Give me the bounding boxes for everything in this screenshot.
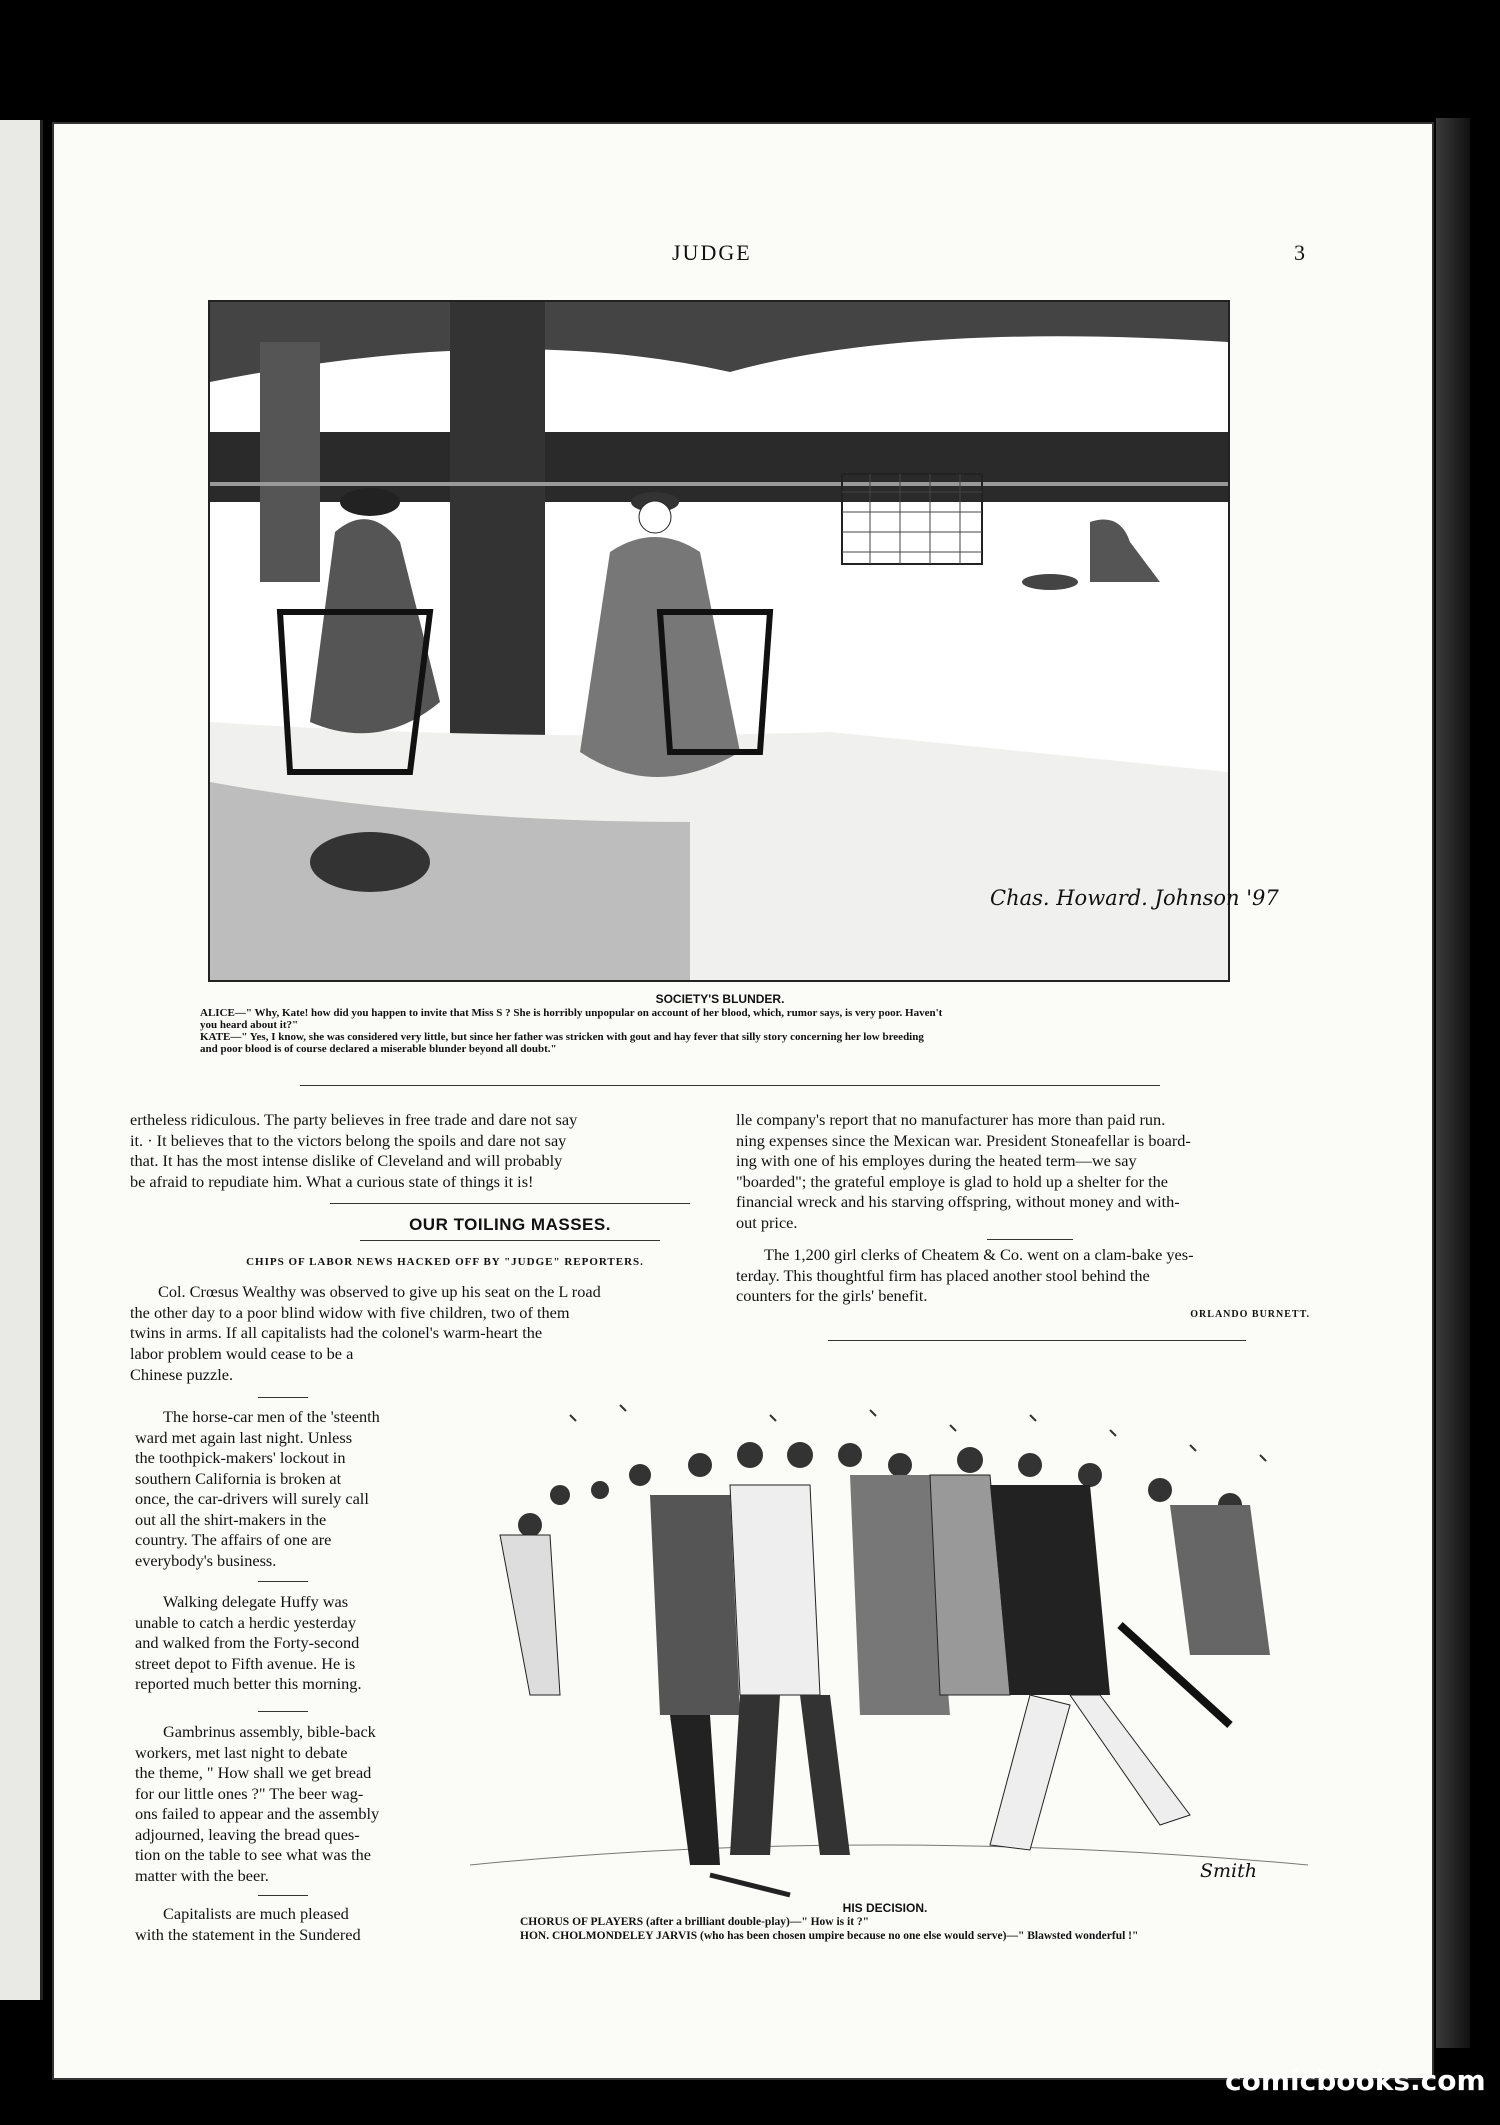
- caption-title: SOCIETY'S BLUNDER.: [655, 992, 785, 1006]
- text-line: tion on the table to see what was the: [135, 1845, 372, 1864]
- short-divider: [258, 1397, 308, 1398]
- text-line: be afraid to repudiate him. What a curious state of things it is!: [130, 1171, 534, 1191]
- text-line: southern California is broken at: [135, 1468, 342, 1488]
- text-line: out all the shirt-makers in the: [135, 1509, 327, 1529]
- text-line: "boarded"; the grateful employe is glad to hold up a shelter for the: [736, 1171, 1168, 1191]
- left-column-continuation: [130, 1110, 710, 1192]
- text-line: labor problem would cease to be a: [130, 1344, 354, 1363]
- caption-line: HON. CHOLMONDELEY JARVIS (who has been chosen umpire because no one else would serve)—" Blawsted wonderful !": [520, 1930, 1139, 1942]
- caption-line: and poor blood is of course declared a miserable blunder beyond all doubt.": [200, 1043, 557, 1055]
- binding-spine: [1436, 118, 1470, 2048]
- right-column-cheatem: [736, 1245, 1320, 1307]
- paragraph-horse-car: [135, 1407, 435, 1571]
- page-number: 3: [1294, 240, 1305, 265]
- text-line: ward met again last night. Unless: [135, 1427, 353, 1447]
- text-line: Walking delegate Huffy was: [163, 1592, 349, 1611]
- right-column-sundered: [736, 1110, 1320, 1233]
- section-divider: [828, 1340, 1246, 1341]
- text-line: Col. Crœsus Wealthy was observed to give up his seat on the L road: [158, 1282, 601, 1301]
- author-byline: ORLANDO BURNETT.: [1190, 1309, 1310, 1320]
- text-line: adjourned, leaving the bread ques-: [135, 1824, 360, 1844]
- text-line: matter with the beer.: [135, 1865, 269, 1885]
- paragraph-capitalists: [135, 1904, 435, 1945]
- page-title: JUDGE: [672, 240, 752, 265]
- text-line: The 1,200 girl clerks of Cheatem & Co. went on a clam-bake yes-: [764, 1245, 1194, 1264]
- text-line: for our little ones ?" The beer wag-: [135, 1783, 364, 1803]
- text-line: unable to catch a herdic yesterday: [135, 1612, 357, 1632]
- artist-signature: Smith: [1200, 1860, 1257, 1882]
- text-line: the theme, " How shall we get bread: [135, 1763, 372, 1782]
- text-line: ing with one of his employes during the heated term—we say: [736, 1151, 1137, 1170]
- tennis-garden-drawing: [210, 302, 1228, 980]
- text-line: street depot to Fifth avenue. He is: [135, 1653, 356, 1673]
- text-line: The horse-car men of the 'steenth: [163, 1407, 380, 1426]
- text-line: out price.: [736, 1212, 798, 1232]
- caption-line: you heard about it?": [200, 1019, 299, 1031]
- caption-title: HIS DECISION.: [842, 1901, 928, 1915]
- paragraph-gambrinus: [135, 1722, 435, 1886]
- text-line: once, the car-drivers will surely call: [135, 1489, 369, 1508]
- text-line: country. The affairs of one are: [135, 1530, 332, 1549]
- short-divider: [258, 1711, 308, 1712]
- paragraph-huffy: [135, 1592, 435, 1695]
- artist-signature: Chas. Howard. Johnson '97: [990, 886, 1279, 910]
- text-line: counters for the girls' benefit.: [736, 1286, 928, 1305]
- text-line: ning expenses since the Mexican war. President Stoneafellar is board-: [736, 1130, 1191, 1150]
- text-line: and walked from the Forty-second: [135, 1633, 360, 1652]
- short-divider: [987, 1239, 1073, 1240]
- article-subtitle: CHIPS OF LABOR NEWS HACKED OFF BY "JUDGE" REPORTERS.: [246, 1256, 644, 1268]
- text-line: Chinese puzzle.: [130, 1364, 234, 1384]
- text-line: the toothpick-makers' lockout in: [135, 1448, 346, 1467]
- text-line: twins in arms. If all capitalists had the colonel's warm-heart the: [130, 1323, 543, 1342]
- text-line: the other day to a poor blind widow with five children, two of them: [130, 1302, 570, 1322]
- adjacent-page-edge: [0, 120, 43, 2000]
- text-line: financial wreck and his starving offspring, without money and with-: [736, 1192, 1180, 1211]
- paragraph-col-wealthy: [130, 1282, 710, 1344]
- text-line: everybody's business.: [135, 1550, 277, 1570]
- caption-line: KATE—" Yes, I know, she was considered very little, but since her father was stricken with gout and hay fever that silly story concerning her low breeding: [200, 1031, 924, 1043]
- text-line: with the statement in the Sundered: [135, 1924, 361, 1944]
- text-line: reported much better this morning.: [135, 1674, 362, 1693]
- watermark: comicbooks.com: [1225, 2064, 1486, 2097]
- paragraph-col-wealthy-end: [130, 1344, 440, 1385]
- text-line: Gambrinus assembly, bible-back: [163, 1722, 376, 1741]
- short-divider: [258, 1895, 308, 1896]
- text-line: ons failed to appear and the assembly: [135, 1804, 380, 1823]
- caption-line: CHORUS OF PLAYERS (after a brilliant double-play)—" How is it ?": [520, 1916, 870, 1928]
- text-line: lle company's report that no manufacturer has more than paid run.: [736, 1110, 1166, 1129]
- short-divider: [258, 1581, 308, 1582]
- illustration-society-blunder: [208, 300, 1230, 982]
- text-line: it. · It believes that to the victors belong the spoils and dare not say: [130, 1130, 567, 1150]
- text-line: workers, met last night to debate: [135, 1742, 348, 1762]
- text-line: ertheless ridiculous. The party believes in free trade and dare not say: [130, 1110, 578, 1129]
- illustration-his-decision: [470, 1395, 1308, 1907]
- caption-line: ALICE—" Why, Kate! how did you happen to invite that Miss S ? She is horribly unpopular on account of her blood, which, rumor says, is very poor. Haven't: [200, 1007, 943, 1019]
- title-rule: [330, 1203, 690, 1204]
- text-line: that. It has the most intense dislike of Cleveland and will probably: [130, 1151, 563, 1170]
- text-line: terday. This thoughtful firm has placed another stool behind the: [736, 1265, 1150, 1285]
- section-divider: [300, 1085, 1160, 1086]
- article-title: OUR TOILING MASSES.: [409, 1215, 611, 1234]
- baseball-players-drawing: [470, 1395, 1308, 1907]
- title-rule: [360, 1240, 660, 1241]
- text-line: Capitalists are much pleased: [163, 1904, 349, 1923]
